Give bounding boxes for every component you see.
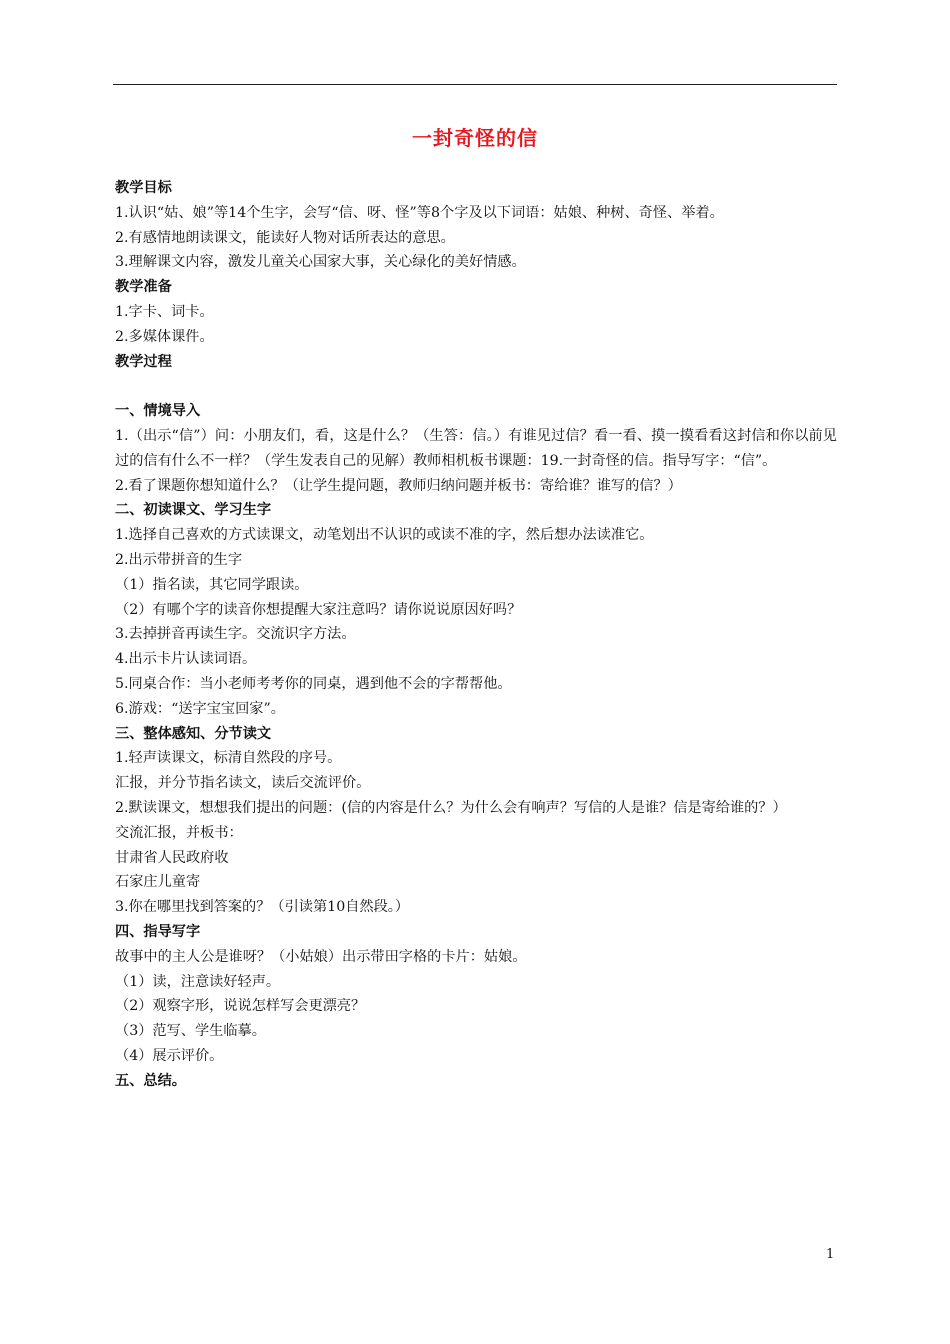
list-item: （2）有哪个字的读音你想提醒大家注意吗？请你说说原因好吗？	[115, 601, 522, 618]
board-note: 石家庄儿童寄	[115, 874, 201, 891]
list-item: 4.出示卡片认读词语。	[115, 651, 257, 668]
list-item: （3）范写、学生临摹。	[115, 1023, 266, 1040]
list-item: 1.轻声读课文，标清自然段的序号。	[115, 750, 342, 767]
spacer	[115, 374, 837, 399]
list-item: （1）指名读，其它同学跟读。	[115, 576, 309, 593]
list-item: 故事中的主人公是谁呀？（小姑娘）出示带田字格的卡片：姑娘。	[115, 948, 527, 965]
section-heading: 二、初读课文、学习生字	[115, 502, 272, 519]
paragraph: 2.看了课题你想知道什么？（让学生提问题，教师归纳问题并板书：寄给谁？谁写的信？）	[115, 477, 682, 494]
process-heading: 教学过程	[115, 353, 172, 370]
paragraph: 2.默读课文，想想我们提出的问题：(信的内容是什么？为什么会有响声？写信的人是谁？信是寄给谁的？）	[115, 799, 787, 816]
list-item: 3.去掉拼音再读生字。交流识字方法。	[115, 626, 356, 643]
section-heading: 四、指导写字	[115, 923, 201, 940]
paragraph: 1.（出示“信”）问：小朋友们，看，这是什么？（生答：信。）有谁见过信？看一看、摸一摸看看这封信和你以前见过的信有什么不一样？（学生发表自己的见解）教师相机板书课题：19.一封奇怪的信。指导写字：“信”。	[115, 427, 837, 469]
prep-heading: 教学准备	[115, 279, 172, 296]
goals-heading: 教学目标	[115, 180, 172, 196]
header-rule	[113, 84, 837, 85]
list-item: 交流汇报，并板书：	[115, 824, 243, 841]
list-item: 汇报，并分节指名读文，读后交流评价。	[115, 775, 371, 792]
section-heading: 五、总结。	[115, 1072, 186, 1089]
list-item: （4）展示评价。	[115, 1047, 224, 1064]
list-item: （1）读，注意读好轻声。	[115, 973, 281, 990]
document-title: 一封奇怪的信	[412, 126, 538, 150]
list-item: 3.你在哪里找到答案的？（引读第10自然段。）	[115, 899, 410, 916]
goal-item: 3.理解课文内容，激发儿童关心国家大事，关心绿化的美好情感。	[115, 254, 526, 271]
prep-item: 1.字卡、词卡。	[115, 303, 214, 320]
section-heading: 三、整体感知、分节读文	[115, 725, 272, 742]
prep-item: 2.多媒体课件。	[115, 328, 214, 345]
section-heading: 一、情境导入	[115, 403, 201, 420]
board-note: 甘肃省人民政府收	[115, 849, 229, 866]
goal-item: 1.认识“姑、娘”等14个生字，会写“信、呀、怪”等8个字及以下词语：姑娘、种树、奇怪、举着。	[115, 204, 724, 221]
list-item: 5.同桌合作：当小老师考考你的同桌，遇到他不会的字帮帮他。	[115, 675, 512, 692]
document-body	[115, 176, 837, 1093]
list-item: 6.游戏：“送字宝宝回家”。	[115, 700, 285, 717]
goal-item: 2.有感情地朗读课文，能读好人物对话所表达的意思。	[115, 229, 455, 246]
list-item: （2）观察字形，说说怎样写会更漂亮？	[115, 998, 366, 1015]
list-item: 1.选择自己喜欢的方式读课文，动笔划出不认识的或读不准的字，然后想办法读准它。	[115, 527, 654, 544]
page-number: 1	[826, 1247, 835, 1262]
list-item: 2.出示带拼音的生字	[115, 551, 243, 568]
